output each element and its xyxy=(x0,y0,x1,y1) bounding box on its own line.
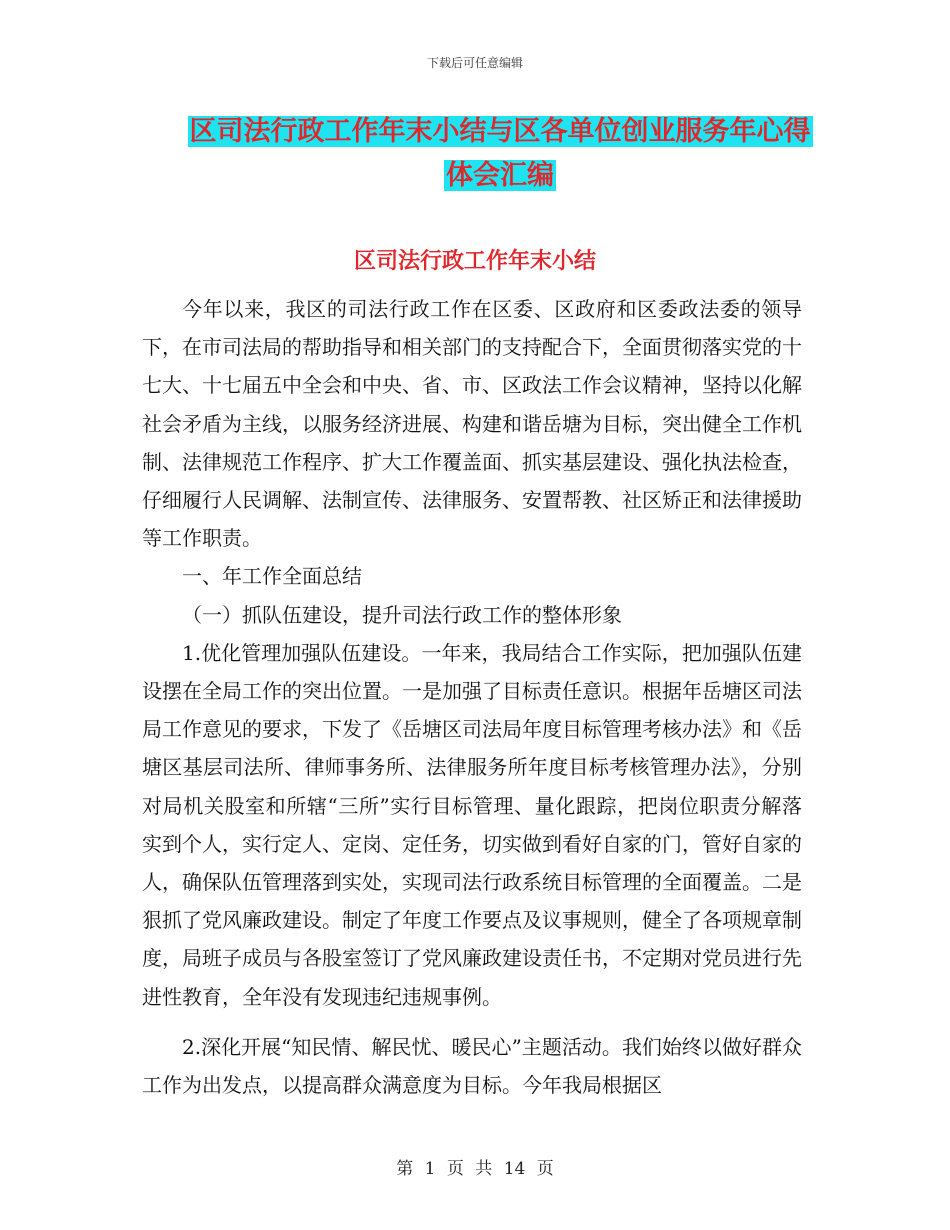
document-title-line-1: 区司法行政工作年末小结与区各单位创业服务年心得 xyxy=(189,116,811,147)
paragraph: （一）抓队伍建设，提升司法行政工作的整体形象 xyxy=(182,602,622,627)
paragraph: 2.深化开展“知民情、解民忧、暖民心”主题活动。我们始终以做好群众工作为出发点，以提高群众满意度为目标。今年我局根据区 xyxy=(142,1034,802,1098)
header-note: 下载后可任意编辑 xyxy=(426,56,523,70)
page-number-footer: 第 1 页 共 14 页 xyxy=(396,1159,554,1179)
paragraph: 1.优化管理加强队伍建设。一年来，我局结合工作实际，把加强队伍建设摆在全局工作的突出位置。一是加强了目标责任意识。根据年岳塘区司法局工作意见的要求，下发了《岳塘区司法局年度目标管理考核办法》和《岳塘区基层司法所、律师事务所、法律服务所年度目标考核管理办法》，分别对局机关股室和所辖“三所”实行目标管理、量化跟踪，把岗位职责分解落实到个人，实行定人、定岗、定任务，切实做到看好自家的门，管好自家的人，确保队伍管理落到实处，实现司法行政系统目标管理的全面覆盖。二是狠抓了党风廉政建设。制定了年度工作要点及议事规则，健全了各项规章制度，局班子成员与各股室签订了党风廉政建设责任书，不定期对党员进行先进性教育，全年没有发现违纪违规事例。 xyxy=(142,640,802,1009)
section-title: 区司法行政工作年末小结 xyxy=(353,249,596,274)
paragraph: 今年以来，我区的司法行政工作在区委、区政府和区委政法委的领导下，在市司法局的帮助指导和相关部门的支持配合下，全面贯彻落实党的十七大、十七届五中全会和中央、省、市、区政法工作会议精神，坚持以化解社会矛盾为主线，以服务经济进展、构建和谐岳塘为目标，突出健全工作机制、法律规范工作程序、扩大工作覆盖面、抓实基层建设、强化执法检查，仔细履行人民调解、法制宣传、法律服务、安置帮教、社区矫正和法律援助等工作职责。 xyxy=(142,297,802,551)
document-title xyxy=(150,110,850,198)
body-text xyxy=(142,290,802,1104)
paragraph: 一、年工作全面总结 xyxy=(182,564,362,589)
document-title-line-2: 体会汇编 xyxy=(446,160,554,191)
